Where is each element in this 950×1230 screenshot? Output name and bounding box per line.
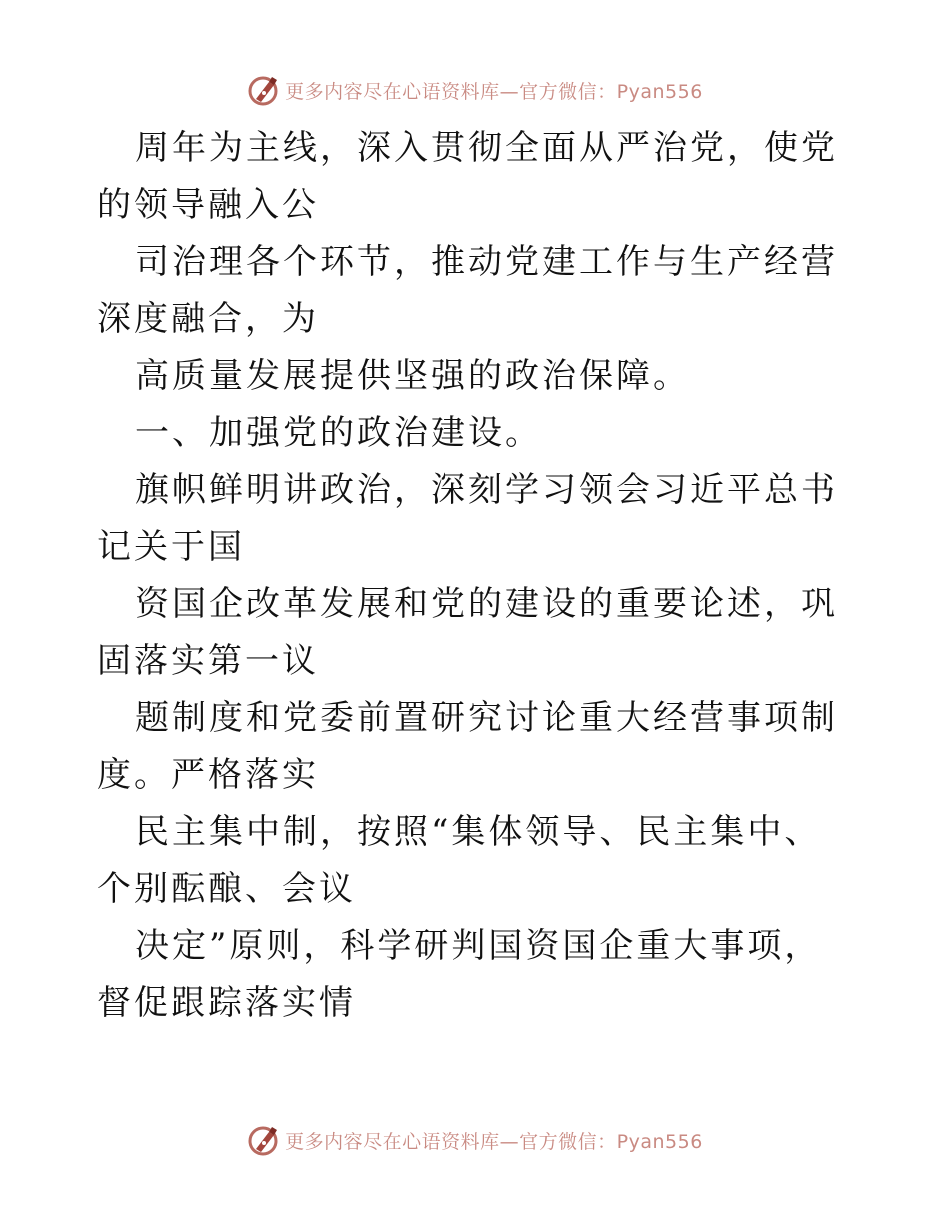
document-body [97, 120, 857, 1032]
paragraph-9: 决定”原则，科学研判国资国企重大事项，督促跟踪落实情 [97, 926, 822, 1023]
paragraph-5: 旗帜鲜明讲政治，深刻学习领会习近平总书记关于国 [97, 470, 838, 567]
paragraph-3: 高质量发展提供坚强的政治保障。 [135, 356, 690, 396]
paragraph-2: 司治理各个环节，推动党建工作与生产经营深度融合，为 [97, 242, 838, 339]
paragraph-8: 民主集中制，按照“集体领导、民主集中、个别酝酿、会议 [97, 812, 822, 909]
footer-watermark [0, 1120, 950, 1160]
paragraph-7: 题制度和党委前置研究讨论重大经营事项制度。严格落实 [97, 698, 838, 795]
section-heading: 一、加强党的政治建设。 [135, 413, 542, 453]
paragraph-1: 周年为主线，深入贯彻全面从严治党，使党的领导融入公 [97, 128, 838, 225]
pen-nib-logo-icon [247, 1123, 281, 1157]
watermark-text: 更多内容尽在心语资料库—官方微信：Pyan556 [285, 1130, 703, 1153]
pen-nib-logo-icon [247, 73, 281, 107]
watermark-text: 更多内容尽在心语资料库—官方微信：Pyan556 [285, 80, 703, 103]
header-watermark [0, 70, 950, 110]
paragraph-6: 资国企改革发展和党的建设的重要论述，巩固落实第一议 [97, 584, 838, 681]
